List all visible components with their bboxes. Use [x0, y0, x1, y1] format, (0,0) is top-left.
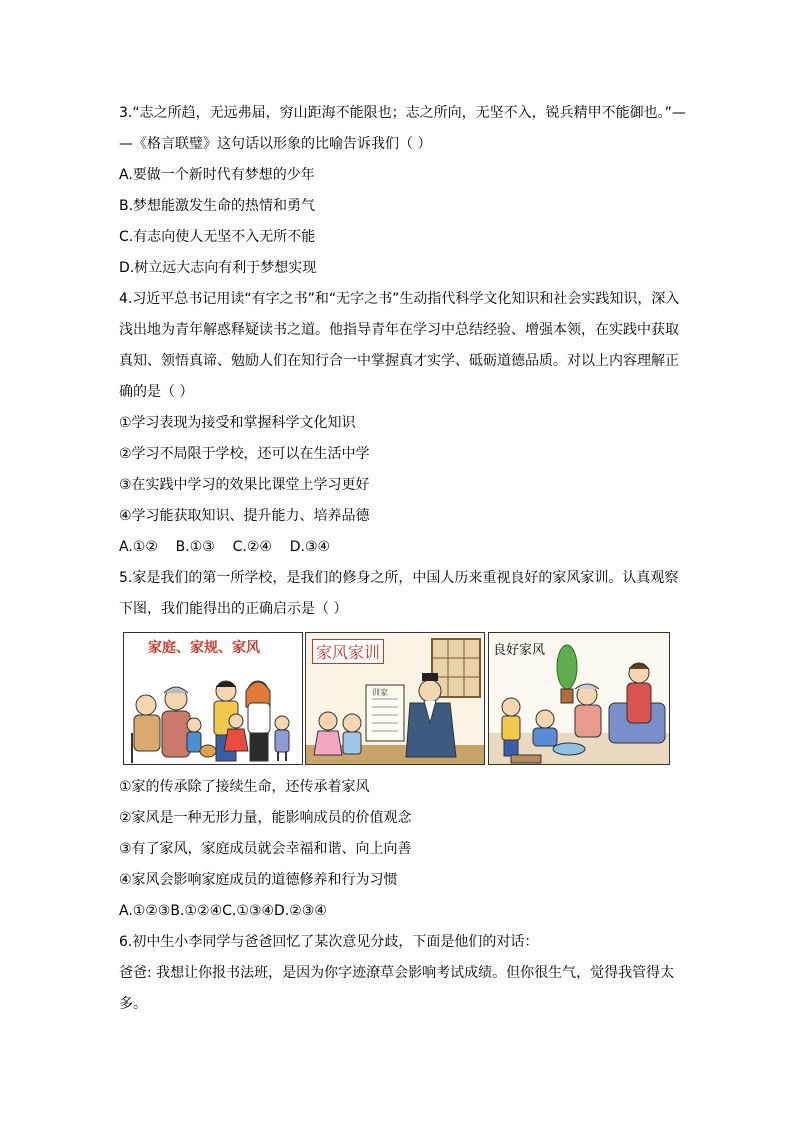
family-tradition-illustration: [123, 632, 670, 765]
q6-dialogue-line2: 多。: [119, 996, 147, 1012]
q3-option-d: D.树立远大志向有利于梦想实现: [119, 260, 317, 276]
q4-options: A.①② B.①③ C.②④ D.③④: [119, 539, 331, 555]
q3-stem-line2: —《格言联璧》这句话以形象的比喻告诉我们（ ）: [119, 136, 432, 152]
q4-statement-1: ①学习表现为接受和掌握科学文化知识: [119, 415, 356, 431]
q6-stem-line1: 6.初中生小李同学与爸爸回忆了某次意见分歧，下面是他们的对话：: [119, 934, 539, 950]
q4-statement-4: ④学习能获取知识、提升能力、培养品德: [119, 508, 370, 524]
q4-stem-line4: 确的是（ ）: [119, 384, 194, 400]
q5-options: A.①②③B.①②④C.①③④D.②③④: [119, 903, 327, 919]
q4-statement-3: ③在实践中学习的效果比课堂上学习更好: [119, 477, 370, 493]
q6-dialogue-line1: 爸爸: 我想让你报书法班，是因为你字迹潦草会影响考试成绩。但你很生气，觉得我管得太: [119, 965, 675, 981]
panel-family: [123, 632, 303, 765]
q5-statement-4: ④家风会影响家庭成员的道德修养和行为习惯: [119, 872, 398, 888]
q4-stem-line3: 真知、领悟真谛、勉励人们在知行合一中掌握真才实学、砥砺道德品质。对以上内容理解正: [119, 353, 679, 369]
q5-statement-1: ①家的传承除了接续生命，还传承着家风: [119, 779, 370, 795]
q5-statement-3: ③有了家风，家庭成员就会幸福和谐、向上向善: [119, 841, 412, 857]
q5-stem-line1: 5.家是我们的第一所学校，是我们的修身之所，中国人历来重视良好的家风家训。认真观察: [119, 570, 679, 586]
q3-option-c: C.有志向使人无坚不入无所不能: [119, 229, 316, 245]
panel3-title: 良好家风: [493, 643, 546, 658]
panel2-title: 家风家训: [312, 639, 384, 664]
q4-stem-line2: 浅出地为青年解惑释疑读书之道。他指导青年在学习中总结经验、增强本领，在实践中获取: [119, 322, 679, 338]
panel-good-tradition: [488, 632, 670, 765]
q4-statement-2: ②学习不局限于学校，还可以在生活中学: [119, 446, 370, 462]
q5-stem-line2: 下图，我们能得出的正确启示是（ ）: [119, 601, 348, 617]
q3-stem-line1: 3.“志之所趋，无远弗届，穷山距海不能限也；志之所向，无坚不入，锐兵精甲不能御也。”—: [119, 105, 686, 121]
q4-stem-line1: 4.习近平总书记用读“有字之书”和“无字之书”生动指代科学文化知识和社会实践知识，深入: [119, 291, 680, 307]
q5-statement-2: ②家风是一种无形力量，能影响成员的价值观念: [119, 810, 412, 826]
panel1-title: 家庭、家规、家风: [148, 640, 260, 656]
panel-family-motto: [305, 632, 485, 765]
scroll-label: 训家: [372, 688, 388, 697]
q3-option-a: A.要做一个新时代有梦想的少年: [119, 167, 315, 183]
q3-option-b: B.梦想能激发生命的热情和勇气: [119, 198, 316, 214]
